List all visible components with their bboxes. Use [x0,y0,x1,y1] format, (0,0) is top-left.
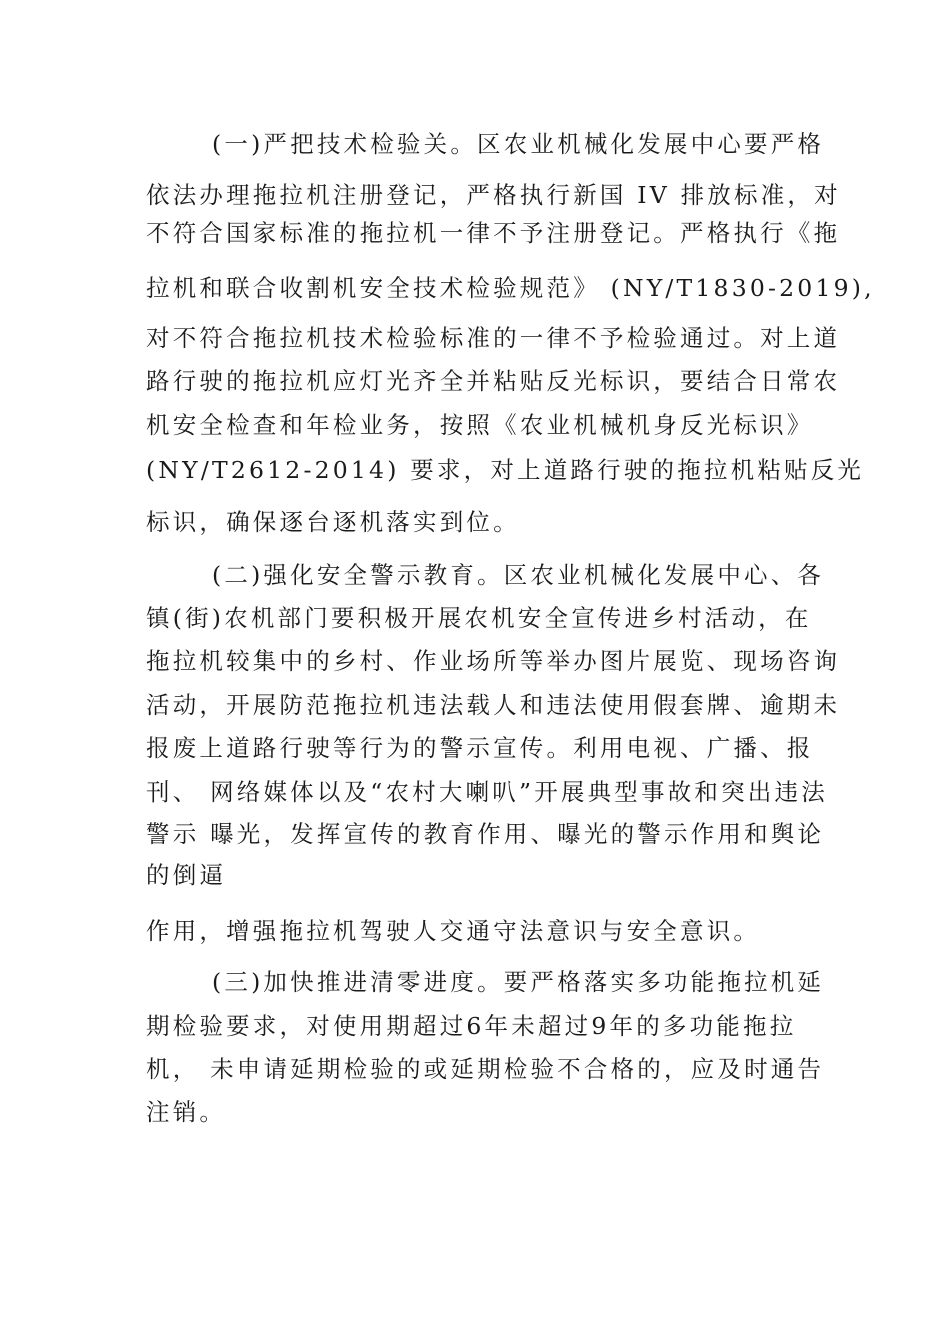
paragraph-1-line-2: 依法办理拖拉机注册登记，严格执行新国 IV 排放标准，对 [146,181,841,209]
paragraph-1-line-5: 对不符合拖拉机技术检验标准的一律不予检验通过。对上道 [146,324,841,352]
paragraph-3-line-1: (三)加快推进清零进度。要严格落实多功能拖拉机延 [212,968,825,996]
paragraph-1-line-3: 不符合国家标准的拖拉机一律不予注册登记。严格执行《拖 [146,219,841,247]
paragraph-2-line-8: 的倒逼 [146,861,227,889]
paragraph-2-line-9: 作用，增强拖拉机驾驶人交通守法意识与安全意识。 [146,917,761,945]
paragraph-2-line-5: 报废上道路行驶等行为的警示宣传。利用电视、广播、报 [146,734,814,762]
paragraph-1-line-4: 拉机和联合收割机安全技术检验规范》 (NY/T1830-2019), [146,274,875,302]
paragraph-1-line-7: 机安全检查和年检业务，按照《农业机械机身反光标识》 [146,411,814,439]
paragraph-2-line-3: 拖拉机较集中的乡村、作业场所等举办图片展览、现场咨询 [146,647,841,675]
paragraph-2-line-6: 刊、 网络媒体以及“农村大喇叭”开展典型事故和突出违法 [146,778,828,806]
paragraph-1-line-6: 路行驶的拖拉机应灯光齐全并粘贴反光标识，要结合日常农 [146,367,841,395]
paragraph-1-line-9: 标识，确保逐台逐机落实到位。 [146,508,520,536]
paragraph-2-line-1: (二)强化安全警示教育。区农业机械化发展中心、各 [212,561,825,589]
paragraph-3-line-4: 注销。 [146,1098,227,1126]
paragraph-2-line-4: 活动，开展防范拖拉机违法载人和违法使用假套牌、逾期未 [146,691,841,719]
paragraph-1-line-1: (一)严把技术检验关。区农业机械化发展中心要严格 [212,130,825,158]
paragraph-1-line-8: (NY/T2612-2014) 要求，对上道路行驶的拖拉机粘贴反光 [146,456,865,484]
paragraph-2-line-7: 警示 曝光，发挥宣传的教育作用、曝光的警示作用和舆论 [146,820,825,848]
paragraph-3-line-3: 机， 未申请延期检验的或延期检验不合格的，应及时通告 [146,1055,825,1083]
paragraph-3-line-2: 期检验要求，对使用期超过6年未超过9年的多功能拖拉 [146,1012,797,1040]
paragraph-2-line-2: 镇(街)农机部门要积极开展农机安全宣传进乡村活动，在 [146,604,812,632]
